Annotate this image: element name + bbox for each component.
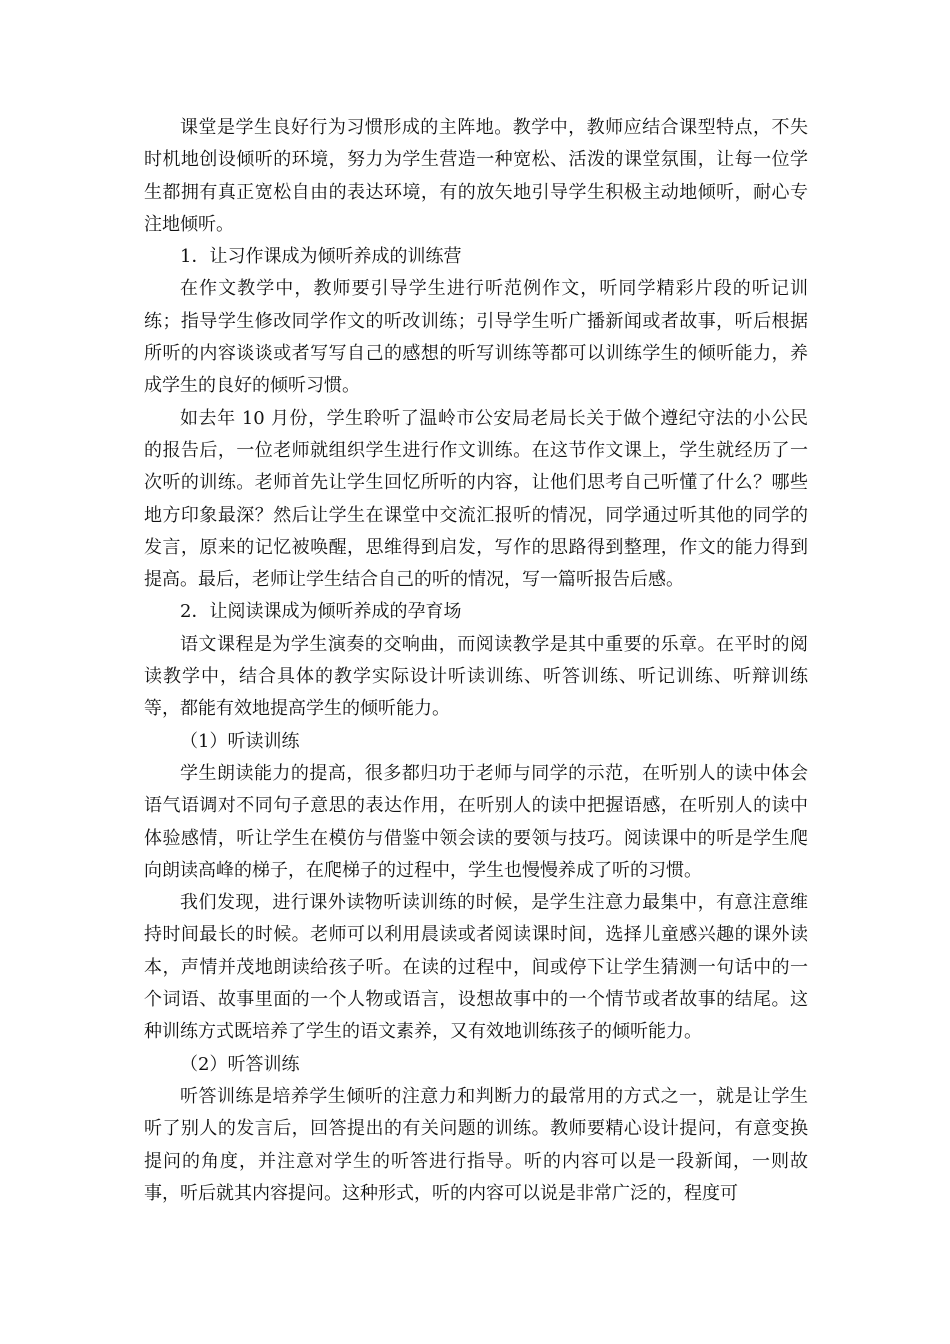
subheading-listen-answer: （2）听答训练 bbox=[180, 1053, 300, 1075]
section-heading-2: 2．让阅读课成为倾听养成的孕育场 bbox=[180, 601, 462, 623]
listen-answer-paragraph: 听答训练是培养学生倾听的注意力和判断力的最常用的方式之一，就是让学生听了别人的发言后，回答提出的有关问题的训练。教师要精心设计提问，有意变换提问的角度，并注意对学生的听答进行指导。听的内容可以是一段新闻，一则故事，听后就其内容提问。这种形式，听的内容可以说是非常广泛的，程度可 bbox=[144, 1085, 808, 1204]
document-page bbox=[144, 112, 808, 1210]
example-paragraph: 如去年 10 月份，学生聆听了温岭市公安局老局长关于做个遵纪守法的小公民的报告后，一位老师就组织学生进行作文训练。在这节作文课上，学生就经历了一次听的训练。老师首先让学生回忆所听的内容，让他们思考自己听懂了什么？哪些地方印象最深？然后让学生在课堂中交流汇报听的情况，同学通过听其他的同学的发言，原来的记忆被唤醒，思维得到启发，写作的思路得到整理，作文的能力得到提高。最后，老师让学生结合自己的听的情况，写一篇听报告后感。 bbox=[144, 407, 808, 591]
extracurricular-reading-paragraph: 我们发现，进行课外读物听读训练的时候，是学生注意力最集中，有意注意维持时间最长的时候。老师可以利用晨读或者阅读课时间，选择儿童感兴趣的课外读本，声情并茂地朗读给孩子听。在读的过程中，间或停下让学生猜测一句话中的一个词语、故事里面的一个人物或语言，设想故事中的一个情节或者故事的结尾。这种训练方式既培养了学生的语文素养，又有效地训练孩子的倾听能力。 bbox=[144, 892, 808, 1043]
writing-class-paragraph: 在作文教学中，教师要引导学生进行听范例作文，听同学精彩片段的听记训练；指导学生修改同学作文的听改训练；引导学生听广播新闻或者故事，听后根据所听的内容谈谈或者写写自己的感想的听写训练等都可以训练学生的倾听能力，养成学生的良好的倾听习惯。 bbox=[144, 278, 808, 397]
intro-paragraph: 课堂是学生良好行为习惯形成的主阵地。教学中，教师应结合课型特点，不失时机地创设倾听的环境，努力为学生营造一种宽松、活泼的课堂氛围，让每一位学生都拥有真正宽松自由的表达环境，有的放矢地引导学生积极主动地倾听，耐心专注地倾听。 bbox=[144, 117, 808, 235]
listen-read-paragraph: 学生朗读能力的提高，很多都归功于老师与同学的示范，在听别人的读中体会语气语调对不同句子意思的表达作用，在听别人的读中把握语感，在听别人的读中体验感情，听让学生在模仿与借鉴中领会读的要领与技巧。阅读课中的听是学生爬向朗读高峰的梯子，在爬梯子的过程中，学生也慢慢养成了听的习惯。 bbox=[144, 762, 808, 881]
section-heading-1: 1．让习作课成为倾听养成的训练营 bbox=[180, 246, 462, 268]
subheading-listen-read: （1）听读训练 bbox=[180, 730, 300, 752]
reading-class-paragraph: 语文课程是为学生演奏的交响曲，而阅读教学是其中重要的乐章。在平时的阅读教学中，结合具体的教学实际设计听读训练、听答训练、听记训练、听辩训练等，都能有效地提高学生的倾听能力。 bbox=[144, 633, 808, 720]
